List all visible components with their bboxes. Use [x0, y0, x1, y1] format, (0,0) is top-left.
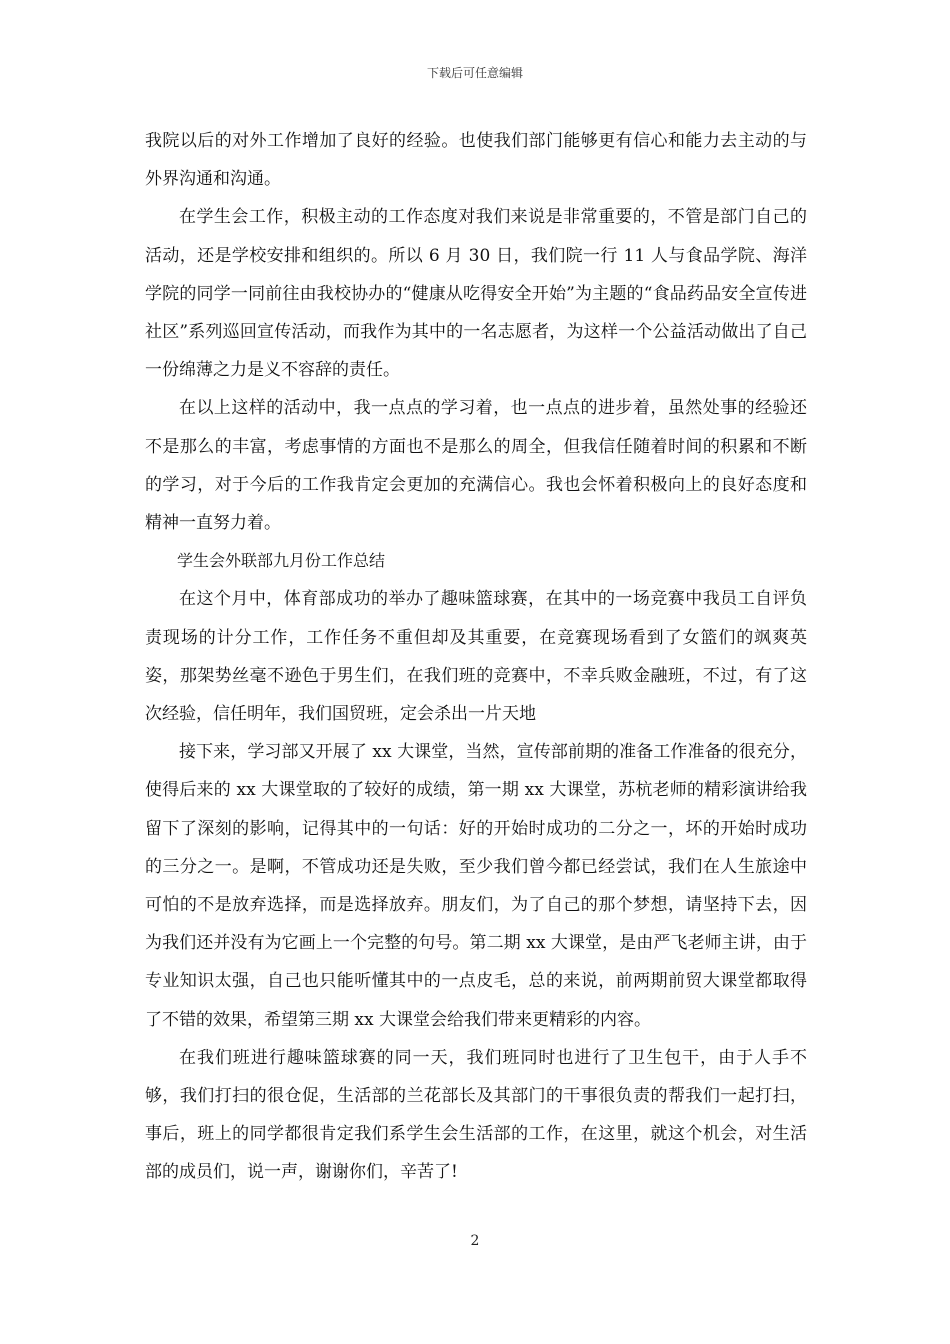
paragraph-lecture-series: 接下来，学习部又开展了 xx 大课堂，当然，宣传部前期的准备工作准备的很充分，使得后来的 xx 大课堂取的了较好的成绩，第一期 xx 大课堂，苏杭老师的精彩演讲给我留下了深刻的影响，记得其中的一句话：好的开始时成功的二分之一，坏的开始时成功的三分之一。是啊，不管成功还是失败，至少我们曾今都已经尝试，我们在人生旅途中可怕的不是放弃选择，而是选择放弃。朋友们，为了自己的那个梦想，请坚持下去，因为我们还并没有为它画上一个完整的句号。第二期 xx 大课堂，是由严飞老师主讲，由于专业知识太强，自己也只能听懂其中的一点皮毛，总的来说，前两期前贸大课堂都取得了不错的效果，希望第三期 xx 大课堂会给我们带来更精彩的内容。	[145, 742, 807, 1030]
paragraph-continuation: 我院以后的对外工作增加了良好的经验。也使我们部门能够更有信心和能力去主动的与外界沟通和沟通。	[145, 131, 807, 190]
page-number: 2	[470, 1233, 480, 1249]
paragraph-learning-progress: 在以上这样的活动中，我一点点的学习着，也一点点的进步着，虽然处事的经验还不是那么的丰富，考虑事情的方面也不是那么的周全，但我信任随着时间的积累和不断的学习，对于今后的工作我肯定会更加的充满信心。我也会怀着积极向上的良好态度和精神一直努力着。	[145, 398, 807, 534]
section-heading: 学生会外联部九月份工作总结	[177, 551, 386, 571]
paragraph-cleaning-duty: 在我们班进行趣味篮球赛的同一天，我们班同时也进行了卫生包干，由于人手不够，我们打扫的很仓促，生活部的兰花部长及其部门的干事很负责的帮我们一起打扫，事后，班上的同学都很肯定我们系学生会生活部的工作，在这里，就这个机会，对生活部的成员们，说一声，谢谢你们，辛苦了!	[145, 1047, 807, 1183]
document-body	[145, 122, 807, 1192]
paragraph-basketball-game: 在这个月中，体育部成功的举办了趣味篮球赛，在其中的一场竞赛中我员工自评负责现场的计分工作，工作任务不重但却及其重要，在竞赛现场看到了女篮们的飒爽英姿，那架势丝毫不逊色于男生们，在我们班的竞赛中，不幸兵败金融班，不过，有了这次经验，信任明年，我们国贸班，定会杀出一片天地	[145, 589, 807, 725]
page-header: 下载后可任意编辑	[426, 66, 523, 80]
paragraph-student-union-work: 在学生会工作，积极主动的工作态度对我们来说是非常重要的，不管是部门自己的活动，还是学校安排和组织的。所以 6 月 30 日，我们院一行 11 人与食品学院、海洋学院的同学一同前往由我校协办的“健康从吃得安全开始”为主题的“食品药品安全宣传进社区”系列巡回宣传活动，而我作为其中的一名志愿者，为这样一个公益活动做出了自己一份绵薄之力是义不容辞的责任。	[145, 207, 807, 381]
